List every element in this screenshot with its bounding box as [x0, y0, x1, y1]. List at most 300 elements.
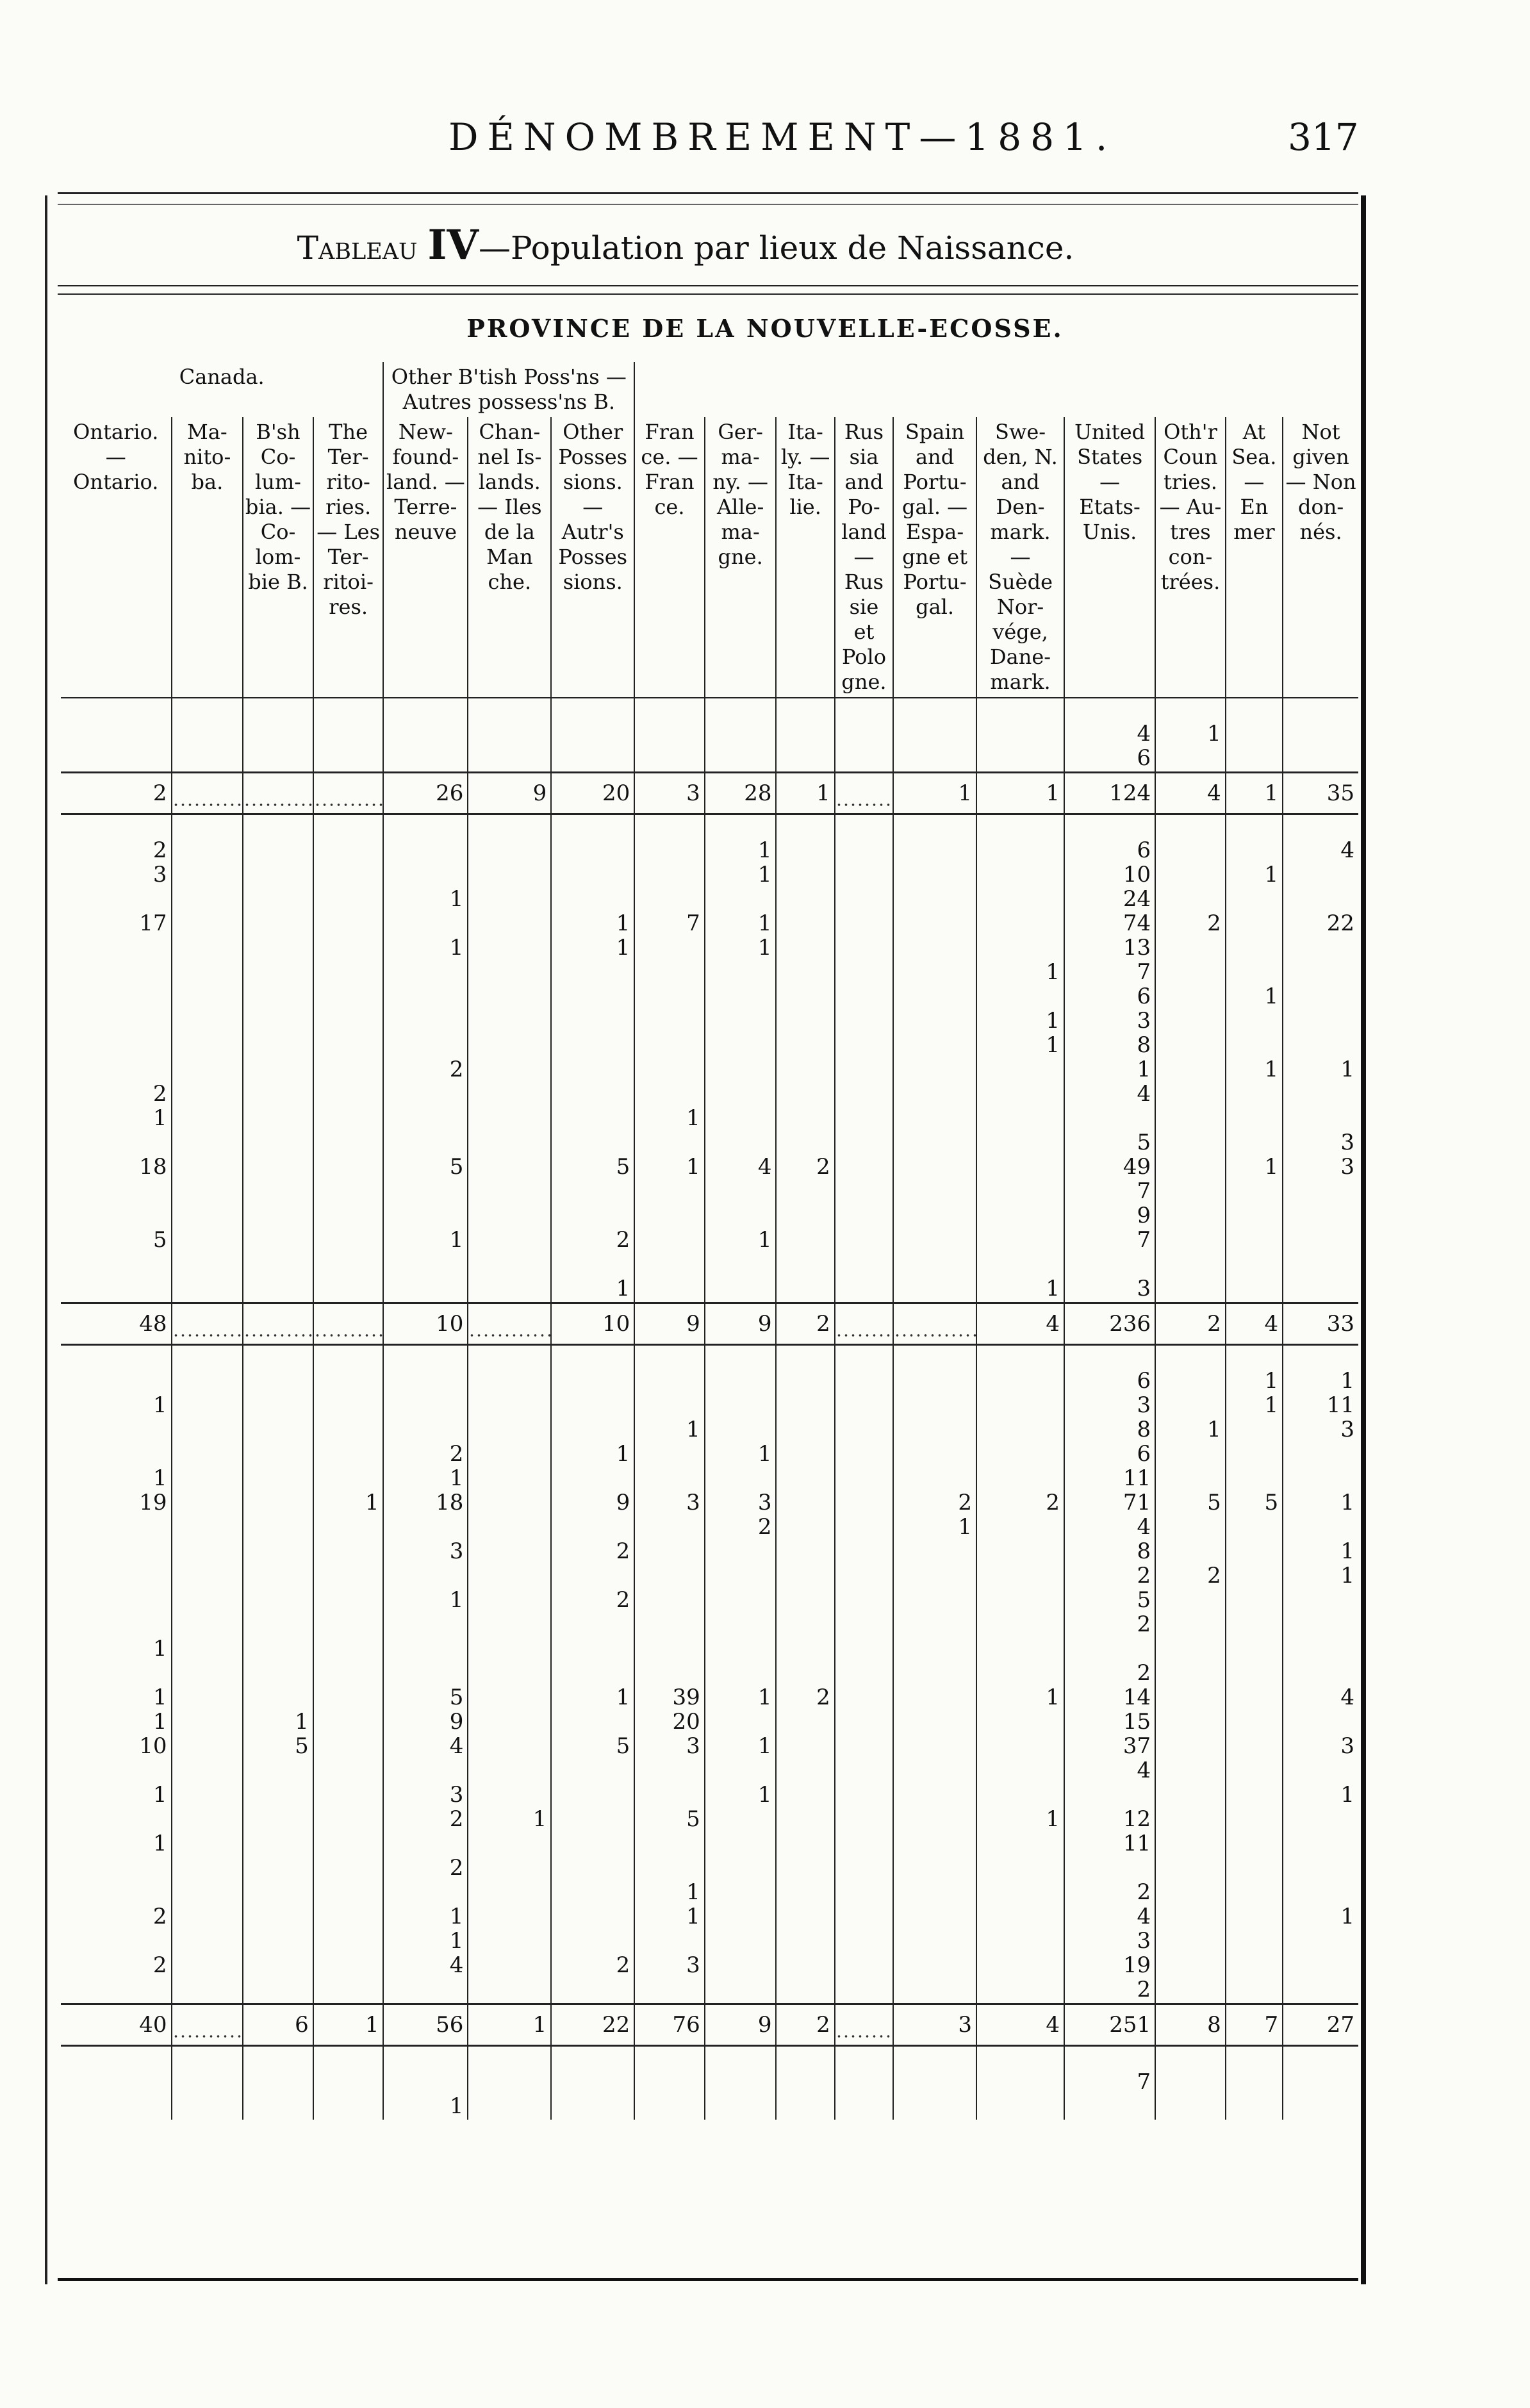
- table-cell: [1155, 1443, 1226, 1467]
- table-cell: [551, 1638, 634, 1662]
- table-cell: [835, 1253, 893, 1278]
- table-cell: [468, 888, 551, 912]
- total-cell: 10: [551, 1303, 634, 1345]
- table-cell: [551, 1253, 634, 1278]
- table-row: [61, 747, 1358, 773]
- table-cell: [172, 1711, 243, 1735]
- table-cell: [634, 1132, 705, 1156]
- table-cell: 3: [634, 1492, 705, 1516]
- table-cell: [1226, 961, 1283, 985]
- table-cell: [172, 1565, 243, 1589]
- table-cell: [776, 1565, 834, 1589]
- table-cell: [705, 1010, 777, 1034]
- table-cell: [1226, 747, 1283, 773]
- table-cell: [1283, 1034, 1358, 1059]
- table-cell: [468, 1083, 551, 1107]
- table-cell: 1: [976, 1034, 1064, 1059]
- table-cell: 4: [383, 1735, 468, 1760]
- table-cell: [776, 1370, 834, 1394]
- table-cell: [1283, 985, 1358, 1010]
- table-cell: [468, 1419, 551, 1443]
- table-cell: [383, 912, 468, 937]
- table-cell: 17: [139, 912, 167, 937]
- table-cell: [634, 1443, 705, 1467]
- table-cell: [243, 723, 313, 747]
- table-cell: [1226, 1278, 1283, 1303]
- top-rule: [58, 192, 1358, 194]
- table-cell: [976, 1638, 1064, 1662]
- table-cell: [61, 961, 172, 985]
- table-cell: 1: [1226, 985, 1283, 1010]
- table-cell: [551, 1930, 634, 1954]
- table-cell: [976, 2095, 1064, 2120]
- table-cell: [313, 1107, 384, 1132]
- table-cell: [383, 1979, 468, 2004]
- spacer-cell: [776, 1345, 834, 1371]
- table-cell: [893, 1662, 976, 1686]
- table-cell: [383, 1516, 468, 1540]
- spacer-cell: [1283, 698, 1358, 723]
- table-cell: [313, 1132, 384, 1156]
- spacer-cell: [551, 698, 634, 723]
- table-cell: [1064, 1857, 1155, 1881]
- table-cell: 3: [1283, 1419, 1358, 1443]
- table-cell: [61, 985, 172, 1010]
- table-cell: [976, 1229, 1064, 1253]
- col-header-channel-islands: Chan- nel Is- lands. — Iles de la Man che.: [468, 417, 551, 698]
- table-row: [61, 888, 1358, 912]
- table-cell: [243, 1370, 313, 1394]
- table-cell: [383, 1760, 468, 1784]
- table-cell: [61, 1516, 172, 1540]
- table-cell: 5: [551, 1156, 634, 1180]
- spacer-cell: [551, 814, 634, 840]
- table-cell: [705, 1662, 777, 1686]
- table-cell: 1: [383, 1229, 468, 1253]
- table-cell: [243, 1205, 313, 1229]
- table-cell: [1283, 1229, 1358, 1253]
- table-cell: [1155, 1638, 1226, 1662]
- spacer-cell: [893, 814, 976, 840]
- table-cell: [976, 1253, 1064, 1278]
- table-cell: 1: [152, 1711, 167, 1735]
- table-cell: [893, 888, 976, 912]
- table-cell: [893, 937, 976, 961]
- table-row: [61, 1443, 1358, 1467]
- table-cell: [893, 1906, 976, 1930]
- spacer-cell: [835, 698, 893, 723]
- table-cell: [1155, 1278, 1226, 1303]
- spacer-cell: [1155, 698, 1226, 723]
- table-cell: [976, 1370, 1064, 1394]
- table-cell: [776, 1735, 834, 1760]
- table-cell: [243, 1760, 313, 1784]
- table-cell: [1064, 1784, 1155, 1808]
- table-cell: [835, 1540, 893, 1565]
- table-row: [61, 1760, 1358, 1784]
- table-cell: [634, 864, 705, 888]
- table-cell: [893, 1083, 976, 1107]
- table-cell: [976, 912, 1064, 937]
- table-cell: 5: [1064, 1132, 1155, 1156]
- total-cell: 8: [1155, 2004, 1226, 2046]
- table-cell: [1226, 1686, 1283, 1711]
- table-cell: [1226, 1034, 1283, 1059]
- table-cell: [776, 888, 834, 912]
- table-cell: [634, 1565, 705, 1589]
- table-cell: [383, 1034, 468, 1059]
- table-cell: [893, 1881, 976, 1906]
- table-cell: [551, 1370, 634, 1394]
- table-cell: [313, 1930, 384, 1954]
- table-cell: [551, 1010, 634, 1034]
- table-cell: 1: [1283, 1540, 1358, 1565]
- total-cell: 26: [383, 773, 468, 814]
- table-block: [61, 814, 1358, 1345]
- table-row: [61, 1638, 1358, 1662]
- table-row: [61, 1540, 1358, 1565]
- table-cell: 1: [976, 1686, 1064, 1711]
- spacer-cell: [976, 2046, 1064, 2072]
- table-cell: [313, 1857, 384, 1881]
- table-cell: [1155, 1930, 1226, 1954]
- table-row: [61, 2071, 1358, 2095]
- table-title-rest: —Population par lieux de Naissance.: [479, 229, 1074, 267]
- table-cell: [551, 1979, 634, 2004]
- table-cell: [1226, 1180, 1283, 1205]
- spacer-cell: [634, 2046, 705, 2072]
- total-cell: 3: [893, 2004, 976, 2046]
- table-cell: 6: [1064, 747, 1155, 773]
- table-cell: [61, 937, 172, 961]
- table-cell: 2: [976, 1492, 1064, 1516]
- table-cell: [383, 747, 468, 773]
- table-cell: [835, 1906, 893, 1930]
- table-cell: [776, 1394, 834, 1419]
- spacer-cell: [172, 698, 243, 723]
- table-row: [61, 1010, 1358, 1034]
- table-cell: 2: [551, 1540, 634, 1565]
- table-cell: 1: [976, 1010, 1064, 1034]
- table-cell: 1: [1283, 1784, 1358, 1808]
- col-header-manitoba: Ma- nito- ba.: [172, 417, 243, 698]
- table-cell: [383, 961, 468, 985]
- table-cell: [551, 747, 634, 773]
- table-cell: [776, 1467, 834, 1492]
- table-cell: [835, 2095, 893, 2120]
- table-cell: [1226, 1662, 1283, 1686]
- table-cell: 3: [634, 1954, 705, 1979]
- table-cell: [893, 1979, 976, 2004]
- table-cell: [835, 1881, 893, 1906]
- table-cell: 5: [152, 1229, 167, 1253]
- table-cell: [705, 1833, 777, 1857]
- table-cell: [893, 1565, 976, 1589]
- table-cell: [172, 747, 243, 773]
- table-cell: 2: [383, 1059, 468, 1083]
- table-cell: [705, 723, 777, 747]
- total-cell: [172, 773, 243, 814]
- total-cell: 124: [1064, 773, 1155, 814]
- table-cell: [976, 888, 1064, 912]
- table-cell: 12: [1064, 1808, 1155, 1833]
- table-cell: [893, 1278, 976, 1303]
- table-cell: 1: [1226, 1394, 1283, 1419]
- table-cell: [835, 1394, 893, 1419]
- table-cell: [634, 1662, 705, 1686]
- table-cell: [893, 1760, 976, 1784]
- table-cell: [551, 1394, 634, 1419]
- total-cell: 6: [243, 2004, 313, 2046]
- table-cell: [1226, 1638, 1283, 1662]
- table-cell: [1155, 864, 1226, 888]
- table-cell: [1155, 961, 1226, 985]
- table-cell: [893, 1930, 976, 1954]
- table-cell: [1283, 888, 1358, 912]
- table-row: [61, 1083, 1358, 1107]
- table-cell: [705, 1540, 777, 1565]
- total-row: [61, 1303, 1358, 1345]
- table-cell: [172, 1180, 243, 1205]
- table-cell: [1155, 985, 1226, 1010]
- table-cell: [634, 1394, 705, 1419]
- table-cell: [172, 888, 243, 912]
- table-cell: [976, 1760, 1064, 1784]
- table-cell: 2: [152, 1906, 167, 1930]
- table-cell: 2: [1064, 1979, 1155, 2004]
- spacer-cell: [835, 814, 893, 840]
- table-cell: [383, 1881, 468, 1906]
- band-rule: [58, 285, 1358, 286]
- table-row: [61, 1954, 1358, 1979]
- table-cell: [468, 1229, 551, 1253]
- header-canada: Canada.: [179, 365, 265, 389]
- table-cell: [1155, 1370, 1226, 1394]
- total-cell: [313, 1303, 384, 1345]
- table-cell: [976, 1107, 1064, 1132]
- table-cell: [61, 1808, 172, 1833]
- table-cell: [776, 864, 834, 888]
- table-cell: [835, 985, 893, 1010]
- table-cell: [1283, 1589, 1358, 1613]
- total-cell: 9: [634, 1303, 705, 1345]
- table-row: [61, 1253, 1358, 1278]
- table-cell: [835, 723, 893, 747]
- table-cell: 1: [705, 912, 777, 937]
- table-cell: [976, 1833, 1064, 1857]
- table-cell: [835, 1132, 893, 1156]
- table-cell: [705, 2071, 777, 2095]
- table-cell: [1226, 912, 1283, 937]
- table-row: [61, 2095, 1358, 2120]
- table-cell: [313, 1394, 384, 1419]
- table-cell: [893, 1180, 976, 1205]
- table-cell: [976, 1613, 1064, 1638]
- table-cell: [835, 961, 893, 985]
- table-cell: [776, 1540, 834, 1565]
- table-cell: [705, 1930, 777, 1954]
- table-cell: [313, 912, 384, 937]
- table-cell: 1: [1226, 864, 1283, 888]
- table-cell: [634, 1760, 705, 1784]
- table-cell: [893, 1010, 976, 1034]
- table-cell: [313, 2071, 384, 2095]
- table-cell: [313, 723, 384, 747]
- table-cell: [313, 1443, 384, 1467]
- table-cell: [172, 1370, 243, 1394]
- table-cell: [243, 1906, 313, 1930]
- table-cell: [551, 1711, 634, 1735]
- table-cell: 7: [1064, 2071, 1155, 2095]
- population-grid: [61, 362, 1358, 2120]
- table-cell: [172, 1784, 243, 1808]
- table-cell: [1283, 1613, 1358, 1638]
- table-cell: [313, 1278, 384, 1303]
- table-cell: 1: [383, 1467, 468, 1492]
- table-cell: [976, 1540, 1064, 1565]
- table-cell: [551, 1467, 634, 1492]
- table-cell: [61, 1760, 172, 1784]
- province-heading: PROVINCE DE LA NOUVELLE-ECOSSE.: [466, 314, 1064, 343]
- table-cell: [705, 1954, 777, 1979]
- table-cell: 1: [705, 839, 777, 864]
- table-cell: [383, 723, 468, 747]
- table-cell: [976, 1589, 1064, 1613]
- table-cell: [313, 747, 384, 773]
- table-cell: [893, 1808, 976, 1833]
- table-row: [61, 1784, 1358, 1808]
- spacer-cell: [468, 2046, 551, 2072]
- table-cell: [1064, 2095, 1155, 2120]
- table-cell: [776, 2095, 834, 2120]
- table-cell: 1: [634, 1881, 705, 1906]
- col-header-france: Fran ce. — Fran ce.: [634, 417, 705, 698]
- table-cell: [705, 1638, 777, 1662]
- table-cell: [1226, 1954, 1283, 1979]
- table-cell: [383, 1083, 468, 1107]
- table-cell: 6: [1064, 839, 1155, 864]
- table-cell: [172, 1857, 243, 1881]
- spacer-cell: [1155, 2046, 1226, 2072]
- spacer-cell: [976, 1345, 1064, 1371]
- table-cell: [1155, 839, 1226, 864]
- spacer-cell: [383, 1345, 468, 1371]
- table-cell: [243, 1784, 313, 1808]
- table-cell: [551, 1662, 634, 1686]
- table-cell: [243, 1638, 313, 1662]
- table-cell: [313, 1784, 384, 1808]
- table-cell: 7: [1064, 961, 1155, 985]
- table-cell: [893, 1540, 976, 1565]
- spacer-cell: [705, 2046, 777, 2072]
- table-cell: [313, 1735, 384, 1760]
- table-cell: 2: [383, 1808, 468, 1833]
- spacer-cell: [893, 1345, 976, 1371]
- table-cell: [835, 1833, 893, 1857]
- table-cell: [1155, 1083, 1226, 1107]
- table-cell: [468, 1059, 551, 1083]
- table-title: [269, 221, 1102, 269]
- table-cell: [61, 1857, 172, 1881]
- table-cell: [383, 1394, 468, 1419]
- table-cell: [313, 1467, 384, 1492]
- table-cell: [776, 1278, 834, 1303]
- table-cell: [634, 1833, 705, 1857]
- table-cell: [705, 1278, 777, 1303]
- table-cell: [468, 1857, 551, 1881]
- table-cell: 1: [976, 961, 1064, 985]
- spacer-cell: [1064, 814, 1155, 840]
- table-cell: [634, 1083, 705, 1107]
- table-cell: [1283, 1857, 1358, 1881]
- table-cell: 49: [1064, 1156, 1155, 1180]
- table-cell: [835, 1492, 893, 1516]
- table-cell: [61, 1565, 172, 1589]
- table-cell: [468, 1662, 551, 1686]
- table-row: [61, 1467, 1358, 1492]
- table-cell: [893, 985, 976, 1010]
- table-cell: [313, 1662, 384, 1686]
- table-cell: [893, 1107, 976, 1132]
- table-cell: [551, 1808, 634, 1833]
- table-cell: [976, 1132, 1064, 1156]
- table-cell: [893, 1613, 976, 1638]
- table-cell: [243, 1394, 313, 1419]
- table-cell: [893, 747, 976, 773]
- table-cell: 4: [705, 1156, 777, 1180]
- table-cell: [835, 1278, 893, 1303]
- table-cell: [468, 1370, 551, 1394]
- total-cell: 33: [1283, 1303, 1358, 1345]
- table-cell: [61, 1059, 172, 1083]
- band-rule: [58, 293, 1358, 295]
- table-row: [61, 1613, 1358, 1638]
- table-cell: 1: [634, 1107, 705, 1132]
- table-cell: [1226, 1132, 1283, 1156]
- table-cell: [383, 864, 468, 888]
- table-cell: [634, 1467, 705, 1492]
- table-cell: [468, 1954, 551, 1979]
- table-cell: [1226, 1833, 1283, 1857]
- table-cell: [976, 1711, 1064, 1735]
- table-cell: [313, 1253, 384, 1278]
- table-cell: [243, 1278, 313, 1303]
- table-cell: [835, 1711, 893, 1735]
- table-cell: 18: [383, 1492, 468, 1516]
- table-cell: [976, 1784, 1064, 1808]
- table-cell: [61, 1589, 172, 1613]
- table-cell: [172, 985, 243, 1010]
- table-cell: [835, 1565, 893, 1589]
- col-header-scandinavia: Swe- den, N. and Den- mark. — Suède Nor- vége, Dane- mark.: [976, 417, 1064, 698]
- table-cell: [172, 1760, 243, 1784]
- table-row: [61, 1857, 1358, 1881]
- spacer-cell: [243, 698, 313, 723]
- total-cell: 2: [776, 2004, 834, 2046]
- table-cell: [705, 1419, 777, 1443]
- table-cell: 3: [383, 1540, 468, 1565]
- block-spacer: [61, 814, 1358, 840]
- table-cell: [705, 1881, 777, 1906]
- table-cell: [1283, 2071, 1358, 2095]
- table-cell: 4: [1283, 839, 1358, 864]
- table-cell: 4: [1283, 1686, 1358, 1711]
- table-cell: [1226, 1930, 1283, 1954]
- table-cell: [383, 1638, 468, 1662]
- table-cell: [551, 961, 634, 985]
- table-cell: [634, 1857, 705, 1881]
- table-cell: [468, 1565, 551, 1589]
